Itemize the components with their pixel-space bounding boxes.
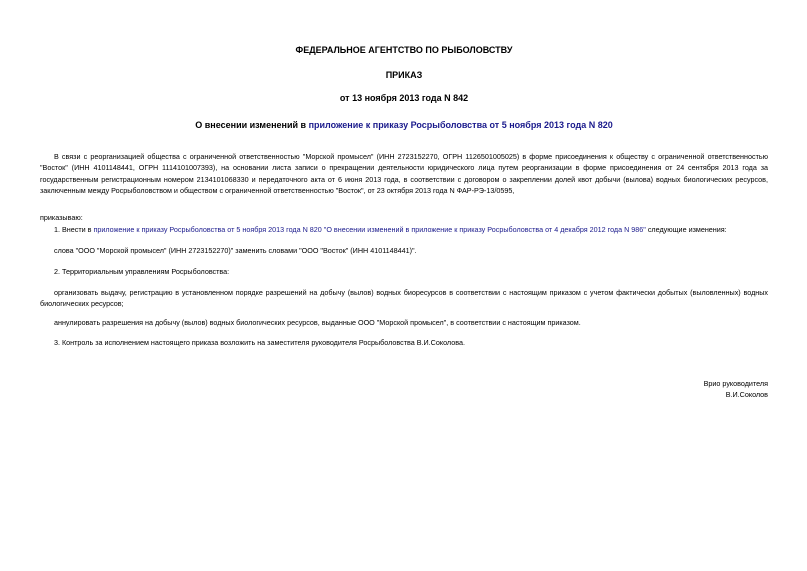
document-type: ПРИКАЗ xyxy=(385,70,423,80)
item-1-link[interactable]: приложение к приказу Росрыболовства от 5 ноября 2013 года N 820 "О внесении изменений в приложение к приказу Росрыболовства от 4 декабря 2012 года N 986" xyxy=(93,225,646,234)
subject-link[interactable]: приложение к приказу Росрыболовства от 5 ноября 2013 года N 820 xyxy=(308,120,613,130)
agency-title: ФЕДЕРАЛЬНОЕ АГЕНТСТВО ПО РЫБОЛОВСТВУ xyxy=(295,45,513,55)
item-2-organize-paragraph: организовать выдачу, регистрацию в установленном порядке разрешений на добычу (вылов) водных биоресурсов в соответствии с настоящим приказом с учетом фактически добытых (выловленных) водных биологических ресурсов; xyxy=(40,288,768,309)
signature-name: В.И.Соколов xyxy=(725,390,768,399)
document-date: от 13 ноября 2013 года N 842 xyxy=(339,93,469,103)
subject-prefix: О внесении изменений в xyxy=(195,120,309,130)
orders-line: приказываю: xyxy=(40,213,83,222)
item-1-suffix: следующие изменения: xyxy=(645,225,727,234)
item-2-annul-paragraph: аннулировать разрешения на добычу (вылов) водных биологических ресурсов, выданные ООО "Морской промысел", в соответствии с настоящим приказом. xyxy=(54,318,581,327)
item-2-paragraph: 2. Территориальным управлениям Росрыболовства: xyxy=(54,267,230,276)
item-1-paragraph xyxy=(40,224,768,235)
signature-role: Врио руководителя xyxy=(703,379,768,388)
item-3-paragraph: 3. Контроль за исполнением настоящего приказа возложить на заместителя руководителя Росрыболовства В.И.Соколова. xyxy=(54,338,465,347)
preamble-paragraph: В связи с реорганизацией общества с ограниченной ответственностью "Морской промысел" (ИНН 2723152270, ОГРН 1126501005025) в форме присоединения к обществу с ограниченной ответственностью "Восток" (ИНН 4101148441, ОГРН 1114101007393), на основании листа записи о прекращении деятельности юридического лица путем реорганизации в форме присоединения от 24 сентября 2013 года за государственным регистрационным номером 2134101068330 и передаточного акта от 6 июня 2013 года, в соответствии с договором о закреплении долей квот добычи (вылова) водных биологических ресурсов, заключенным между Росрыболовством и обществом с ограниченной ответственностью "Восток", от 23 октября 2013 года N ФАР-РЭ-13/0595, xyxy=(40,152,768,196)
document-subject xyxy=(40,119,768,131)
replacement-words-paragraph: слова "ООО "Морской промысел" (ИНН 2723152270)" заменить словами "ООО "Восток" (ИНН 4101148441)". xyxy=(54,246,417,255)
item-1-prefix: 1. Внести в xyxy=(54,225,94,234)
